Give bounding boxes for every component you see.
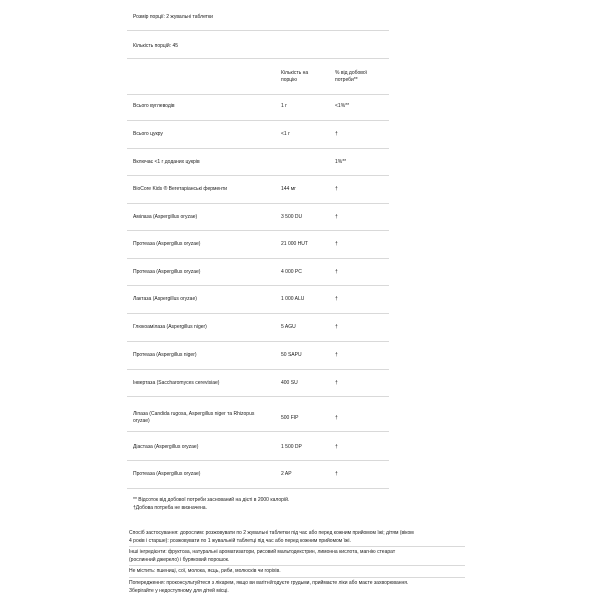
- nutrient-name: Ліпаза (Candida rugosa, Aspergillus niger та Rhizopus oryzae): [133, 411, 255, 424]
- nutrient-amount: 400 SU: [281, 380, 298, 386]
- footnotes: [133, 496, 289, 512]
- nutrient-daily-value: †: [335, 131, 338, 137]
- divider: [127, 431, 389, 432]
- divider: [127, 94, 389, 95]
- nutrient-name: Інвертаза (Saccharomyces cerevisiae): [133, 380, 220, 386]
- nutrient-daily-value: †: [335, 471, 338, 477]
- nutrient-amount: 50 SAPU: [281, 352, 302, 358]
- divider: [127, 285, 389, 286]
- divider: [129, 577, 465, 578]
- nutrient-daily-value: †: [335, 214, 338, 220]
- nutrient-name: Включає <1 г доданих цукрів: [133, 159, 200, 165]
- nutrient-amount: 1 г: [281, 103, 287, 109]
- nutrient-name: Діастаза (Aspergillus oryzae): [133, 444, 199, 450]
- nutrient-name: Всього вуглеводів: [133, 103, 175, 109]
- nutrient-daily-value: †: [335, 186, 338, 192]
- divider: [127, 230, 389, 231]
- divider: [127, 369, 389, 370]
- divider: [127, 396, 389, 397]
- nutrient-amount: 2 AP: [281, 471, 292, 477]
- footnote-daily-value: ** Відсоток від добової потреби заснований на дієті в 2000 калорій.: [133, 497, 290, 503]
- serving-size: Розмір порції: 2 жувальні таблетки: [133, 14, 213, 20]
- divider: [129, 565, 465, 566]
- nutrient-name: Амілаза (Aspergillus oryzae): [133, 214, 198, 220]
- nutrient-name: Протеаза (Aspergillus oryzae): [133, 241, 201, 247]
- divider: [127, 30, 389, 31]
- divider: [127, 58, 389, 59]
- divider: [127, 148, 389, 149]
- daily-value-header: % від добової потреби**: [335, 70, 368, 83]
- nutrient-daily-value: †: [335, 444, 338, 450]
- nutrient-amount: 1 000 ALU: [281, 296, 305, 302]
- nutrient-daily-value: †: [335, 352, 338, 358]
- amount-per-serving-header: Кількість на порцію: [281, 70, 309, 83]
- nutrient-daily-value: 1%**: [335, 159, 347, 165]
- usage-directions: Спосіб застосування: дорослим: розжовувати по 2 жувальні таблетки під час або перед кожним прийомом їжі; дітям (віком 4 років і старше): розжовувати по 1 жувальній таблетці під час або перед кожним прийомом їжі.: [129, 530, 414, 544]
- nutrient-daily-value: †: [335, 296, 338, 302]
- divider: [127, 120, 389, 121]
- nutrient-amount: 3 500 DU: [281, 214, 303, 220]
- allergen-statement: Не містить: пшениці, сої, молока, яєць, риби, молюсків чи горіхів.: [129, 568, 281, 574]
- nutrient-amount: 21 000 HUT: [281, 241, 308, 247]
- nutrient-daily-value: †: [335, 241, 338, 247]
- divider: [127, 460, 389, 461]
- nutrient-name: Глюкоамілаза (Aspergillus niger): [133, 324, 207, 330]
- nutrient-daily-value: †: [335, 415, 338, 421]
- nutrient-amount: 500 FIP: [281, 415, 299, 421]
- nutrient-amount: 5 AGU: [281, 324, 296, 330]
- divider: [127, 175, 389, 176]
- nutrient-name: Протеаза (Aspergillus oryzae): [133, 269, 201, 275]
- nutrient-name: Протеаза (Aspergillus oryzae): [133, 471, 201, 477]
- nutrient-amount: 144 мг: [281, 186, 296, 192]
- other-ingredients: Інші інгредієнти: фруктоза, натуральні ароматизатори, рисовий мальтодекстрин, лимонна кислота, магнію стеарат (рослинний джерело) і буряковий порошок.: [129, 549, 396, 563]
- nutrient-amount: 1 500 DP: [281, 444, 302, 450]
- warning: Попередження: проконсультуйтеся з лікарем, якщо ви вагітні/годуєте грудьми, приймаєте ліки або маєте захворювання. Зберігайте у недоступному для дітей місці.: [129, 580, 409, 594]
- nutrient-daily-value: †: [335, 324, 338, 330]
- nutrient-daily-value: †: [335, 380, 338, 386]
- nutrient-daily-value: <1%**: [335, 103, 350, 109]
- divider: [127, 203, 389, 204]
- divider: [127, 313, 389, 314]
- footnote-not-established: †Добова потреба не визначена.: [133, 505, 207, 511]
- divider: [129, 546, 465, 547]
- divider: [127, 488, 389, 489]
- divider: [127, 341, 389, 342]
- nutrient-name: Всього цукру: [133, 131, 163, 137]
- divider: [127, 258, 389, 259]
- nutrient-name: Протеаза (Aspergillus niger): [133, 352, 197, 358]
- nutrient-name: Лактаза (Aspergillus oryzae): [133, 296, 197, 302]
- nutrient-amount: <1 г: [281, 131, 290, 137]
- nutrient-amount: 4 000 PC: [281, 269, 302, 275]
- servings-per-container: Кількість порцій: 45: [133, 43, 179, 49]
- nutrient-name: BioCore Kids ® Вегетаріанські ферменти: [133, 186, 228, 192]
- nutrient-daily-value: †: [335, 269, 338, 275]
